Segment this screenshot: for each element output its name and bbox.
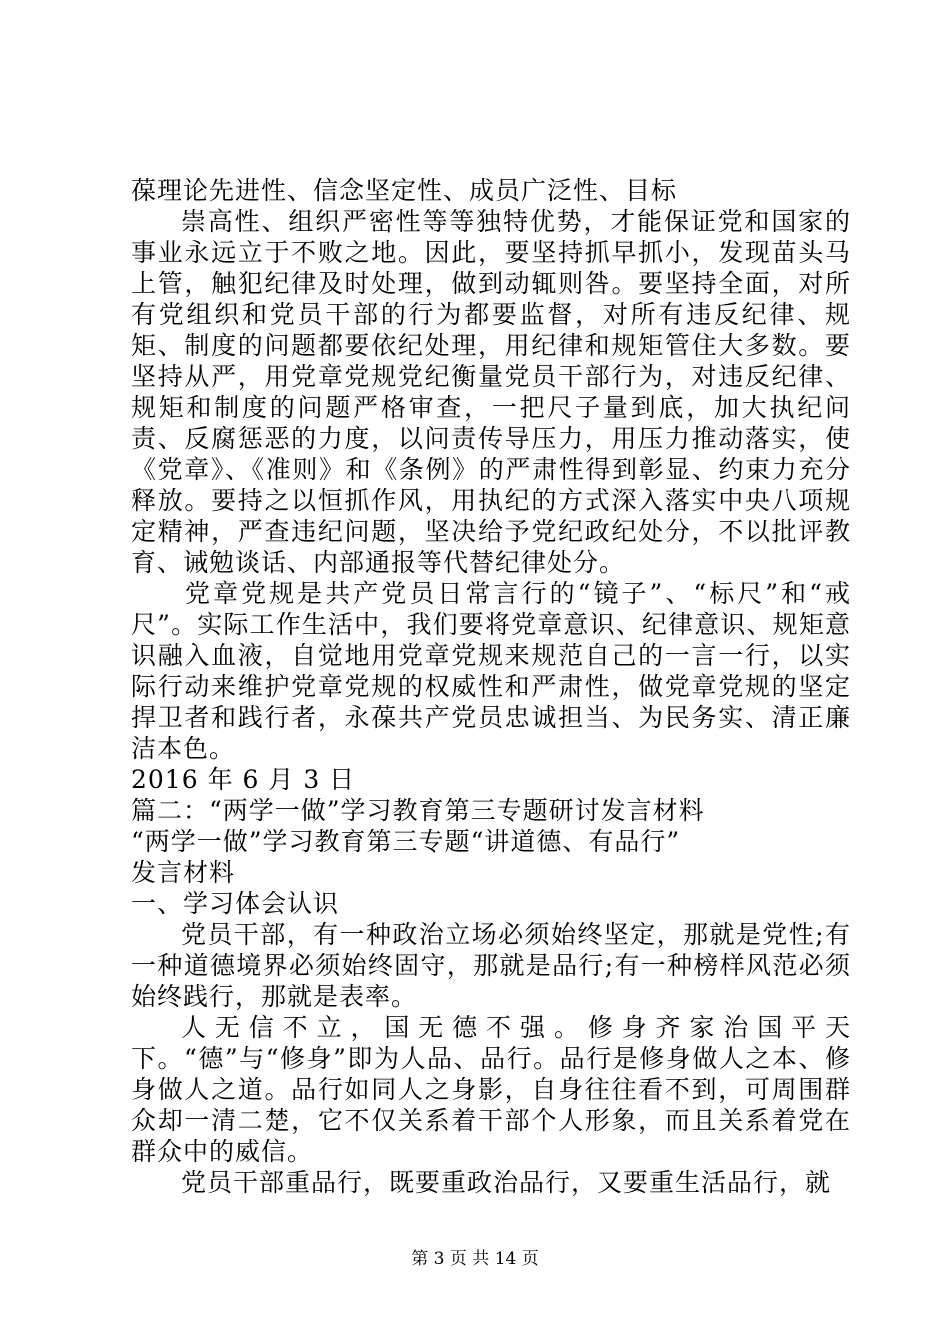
section-subtitle-cont: 发言材料	[131, 858, 236, 887]
paragraph-conduct: 党员干部重品行，既要重政治品行，又要重生活品行，就	[181, 1168, 832, 1197]
section-title: 篇二：“两学一做”学习教育第三专题研讨发言材料	[131, 796, 705, 825]
paragraph-continuation: 葆理论先进性、信念坚定性、成员广泛性、目标	[131, 176, 678, 205]
paragraph-discipline: 崇高性、组织严密性等等独特优势，才能保证党和国家的事业永远立于不败之地。因此，要坚持抓早抓小，发现苗头马上管，触犯纪律及时处理，做到动辄则咎。要坚持全面，对所有党组织和党员干部的行为都要监督，对所有违反纪律、规矩、制度的问题都要依纪处理，用纪律和规矩管住大多数。要坚持从严，用党章党规党纪衡量党员干部行为，对违反纪律、规矩和制度的问题严格审查，一把尺子量到底，加大执纪问责、反腐惩恶的力度，以问责传导压力，用压力推动落实，使《党章》、《准则》和《条例》的严肃性得到彰显、约束力充分释放。要持之以恒抓作风，用执纪的方式深入落实中央八项规定精神，严查违纪问题，坚决给予党纪政纪处分，不以批评教育、诫勉谈话、内部通报等代替纪律处分。	[131, 207, 851, 577]
section-subtitle: “两学一做”学习教育第三专题“讲道德、有品行”	[131, 827, 681, 856]
document-body	[131, 175, 851, 1198]
paragraph-party-spirit: 党员干部，有一种政治立场必须始终坚定，那就是党性;有一种道德境界必须始终固守，那就是品行;有一种榜样风范必须始终践行，那就是表率。	[131, 920, 851, 1011]
heading-learning: 一、学习体会认识	[131, 889, 340, 918]
paragraph-virtue: 人无信不立，国无德不强。修身齐家治国平天下。“德”与“修身”即为人品、品行。品行是修身做人之本、修身做人之道。品行如同人之身影，自身往往看不到，可周围群众却一清二楚，它不仅关系着干部个人形象，而且关系着党在群众中的威信。	[131, 1013, 851, 1166]
paragraph-party-rules: 党章党规是共产党员日常言行的“镜子”、“标尺”和“戒尺”。实际工作生活中，我们要将党章意识、纪律意识、规矩意识融入血液，自觉地用党章党规来规范自己的一言一行，以实际行动来维护党章党规的权威性和严肃性，做党章党规的坚定捍卫者和践行者，永葆共产党员忠诚担当、为民务实、清正廉洁本色。	[131, 579, 851, 763]
date-line: 2016 年 6 月 3 日	[131, 765, 356, 794]
page-number-footer: 第 3 页 共 14 页	[411, 1249, 539, 1269]
